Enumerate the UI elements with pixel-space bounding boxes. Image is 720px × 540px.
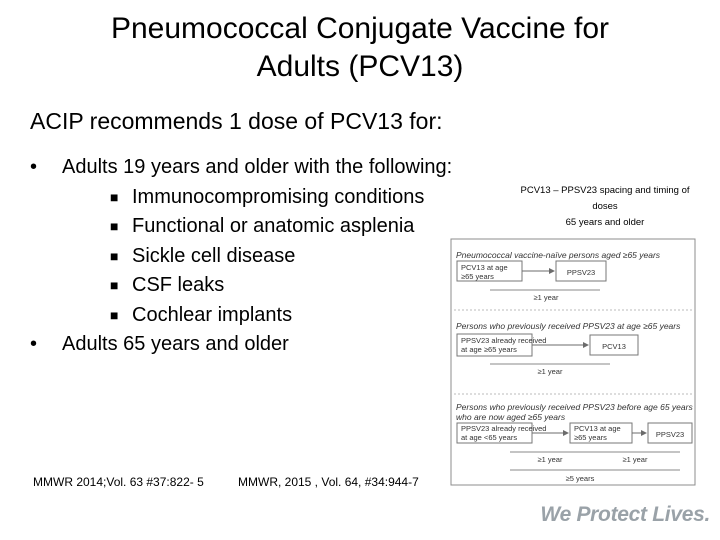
sub-bullet-text: CSF leaks	[132, 274, 225, 296]
section1-interval: ≥1 year	[533, 293, 559, 302]
bullet-dot-icon: •	[30, 333, 38, 355]
section2-box1-line2: at age ≥65 years	[461, 345, 517, 354]
sub-bullet-item	[30, 242, 452, 272]
caption-line-2: doses	[592, 201, 618, 212]
section3-box1-line1: PPSV23 already received	[461, 424, 547, 433]
title-line-1: Pneumococcal Conjugate Vaccine for	[110, 12, 610, 45]
bullet-text: Adults 65 years and older	[62, 333, 289, 355]
reference-2: MMWR, 2015 , Vol. 64, #34:944-7	[238, 475, 419, 489]
section2-heading: Persons who previously received PPSV23 at age ≥65 years	[456, 321, 681, 331]
square-bullet-icon: ■	[110, 188, 119, 205]
section3-heading-line2: who are now aged ≥65 years	[456, 412, 566, 422]
sub-bullet-text: Sickle cell disease	[132, 244, 296, 267]
slide-title	[60, 10, 660, 86]
sub-bullet-text: Functional or anatomic asplenia	[132, 215, 415, 237]
section3-box1-line2: at age <65 years	[461, 433, 518, 442]
section2-box2-label: PCV13	[602, 342, 626, 351]
sub-bullet-text: Immunocompromising conditions	[132, 185, 425, 208]
section3-heading-line1: Persons who previously received PPSV23 before age 65 years	[456, 402, 693, 412]
section3-box3-label: PPSV23	[655, 430, 685, 439]
section2-box1-line1: PPSV23 already received	[461, 336, 547, 345]
bullet-list	[30, 153, 452, 360]
title-line-2: Adults (PCV13)	[256, 50, 464, 83]
bullet-item	[30, 153, 452, 183]
section1-heading: Pneumococcal vaccine-naïve persons aged ≥65 years	[456, 250, 661, 260]
square-bullet-icon: ■	[110, 306, 119, 323]
section1-box2-label: PPSV23	[566, 268, 596, 277]
caption-line-3: 65 years and older	[565, 217, 645, 228]
section1-box1-line1: PCV13 at age	[461, 263, 508, 272]
bullet-item	[30, 330, 452, 360]
section3-interval-3: ≥5 years	[565, 474, 595, 483]
sub-bullet-text: Cochlear implants	[132, 303, 293, 326]
square-bullet-icon: ■	[110, 218, 119, 234]
square-bullet-icon: ■	[110, 277, 119, 293]
caption-line-1: PCV13 – PPSV23 spacing and timing of	[520, 185, 690, 196]
bullet-dot-icon: •	[30, 156, 38, 178]
diagram-caption	[500, 183, 710, 231]
sub-bullet-item	[30, 212, 452, 242]
subheading: ACIP recommends 1 dose of PCV13 for:	[30, 108, 443, 134]
section3-interval-1: ≥1 year	[537, 455, 563, 464]
sub-bullet-item	[30, 183, 452, 213]
section3-box2-line2: ≥65 years	[574, 433, 607, 442]
reference-1: MMWR 2014;Vol. 63 #37:822- 5	[33, 475, 204, 489]
bullet-text: Adults 19 years and older with the following:	[62, 156, 453, 178]
section2-interval: ≥1 year	[537, 367, 563, 376]
section3-interval-2: ≥1 year	[622, 455, 648, 464]
vaccine-timing-diagram	[450, 238, 696, 486]
sub-bullet-item	[30, 301, 452, 331]
section1-box1-line2: ≥65 years	[461, 272, 494, 281]
square-bullet-icon: ■	[110, 247, 119, 264]
section3-box2-line1: PCV13 at age	[574, 424, 621, 433]
footer-tagline: We Protect Lives.	[540, 503, 710, 526]
sub-bullet-item	[30, 271, 452, 301]
